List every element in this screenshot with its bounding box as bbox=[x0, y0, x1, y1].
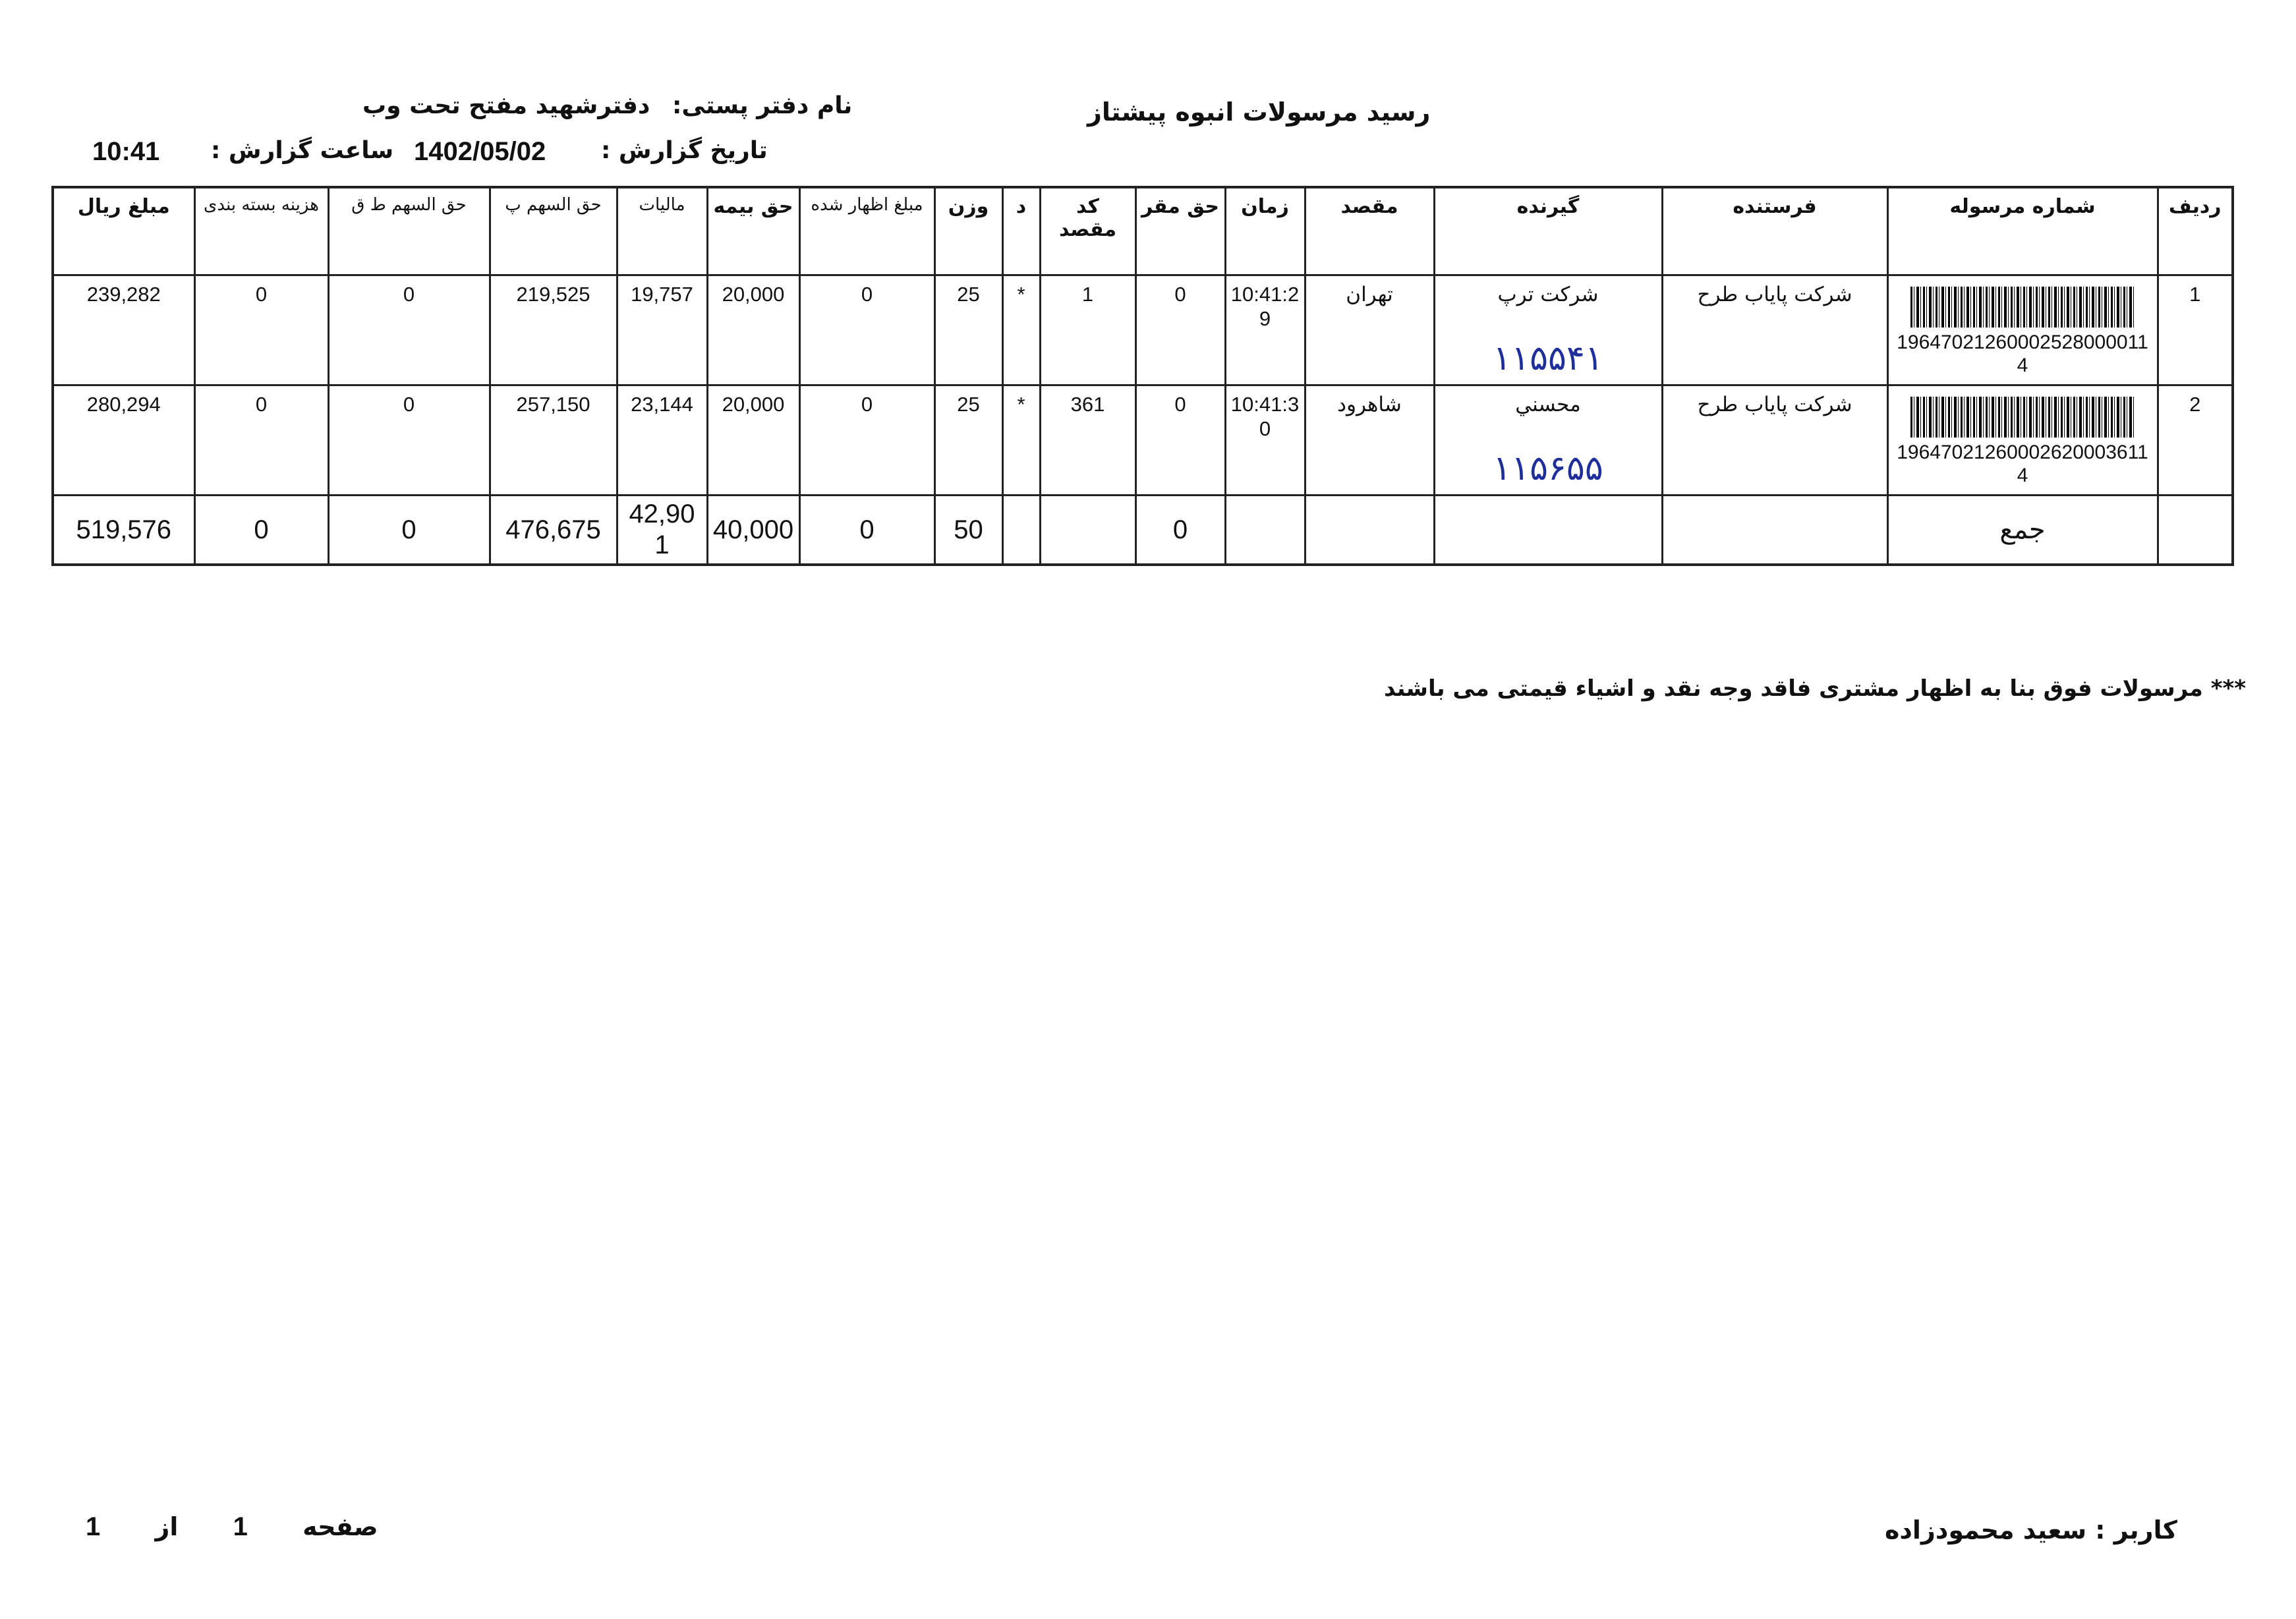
col-packing: هزینه بسته بندی bbox=[194, 187, 328, 275]
cell-share-tq: 0 bbox=[328, 275, 490, 385]
cell-dest-code: 361 bbox=[1040, 385, 1135, 496]
cell-packing: 0 bbox=[194, 385, 328, 496]
col-insurance: حق بیمه bbox=[707, 187, 799, 275]
receiver-name: شرکت ترپ bbox=[1497, 283, 1599, 306]
disclaimer-note: *** مرسولات فوق بنا به اظهار مشتری فاقد وجه نقد و اشیاء قیمتی می باشند bbox=[1384, 675, 2247, 702]
cell-amount: 239,282 bbox=[53, 275, 194, 385]
cell-receiver bbox=[1434, 275, 1662, 385]
handwritten-code: ۱۱۵۶۵۵ bbox=[1493, 448, 1603, 488]
office-name: دفترشهید مفتح تحت وب bbox=[362, 92, 650, 119]
receipt-table-wrapper bbox=[51, 186, 2234, 566]
total-tax: 42,901 bbox=[617, 496, 707, 565]
cell-destination: شاهرود bbox=[1305, 385, 1434, 496]
page-indicator bbox=[86, 1512, 424, 1542]
cell-declared: 0 bbox=[799, 275, 934, 385]
col-weight: وزن bbox=[934, 187, 1002, 275]
total-declared: 0 bbox=[799, 496, 934, 565]
total-label: جمع bbox=[1887, 496, 2158, 565]
cell-d: * bbox=[1002, 385, 1040, 496]
total-d-empty bbox=[1002, 496, 1040, 565]
cell-dest-code: 1 bbox=[1040, 275, 1135, 385]
page-label: صفحه bbox=[302, 1512, 378, 1541]
tracking-number: 196470212600025280000114 bbox=[1897, 331, 2148, 376]
col-sender: فرستنده bbox=[1662, 187, 1887, 275]
cell-row: 2 bbox=[2158, 385, 2233, 496]
cell-receiver bbox=[1434, 385, 1662, 496]
barcode-icon bbox=[1910, 287, 2135, 327]
table-row bbox=[53, 385, 2233, 496]
table-row bbox=[53, 275, 2233, 385]
col-row: ردیف bbox=[2158, 187, 2233, 275]
col-tracking: شماره مرسوله bbox=[1887, 187, 2158, 275]
total-share-p: 476,675 bbox=[490, 496, 617, 565]
receiver-name: محسني bbox=[1515, 393, 1581, 416]
report-date-label: تاریخ گزارش : bbox=[601, 137, 768, 164]
total-share-tq: 0 bbox=[328, 496, 490, 565]
handwritten-code: ۱۱۵۵۴۱ bbox=[1493, 338, 1603, 378]
total-row bbox=[53, 496, 2233, 565]
receipt-table bbox=[51, 186, 2234, 566]
tracking-number: 196470212600026200036114 bbox=[1897, 441, 2148, 486]
col-destination: مقصد bbox=[1305, 187, 1434, 275]
cell-time: 10:41:29 bbox=[1225, 275, 1305, 385]
cell-share-p: 257,150 bbox=[490, 385, 617, 496]
cell-share-p: 219,525 bbox=[490, 275, 617, 385]
total-dest-code-empty bbox=[1040, 496, 1135, 565]
total-station-fee: 0 bbox=[1135, 496, 1225, 565]
cell-sender: شرکت پایاب طرح bbox=[1662, 385, 1887, 496]
cell-row: 1 bbox=[2158, 275, 2233, 385]
cell-tax: 19,757 bbox=[617, 275, 707, 385]
page-total: 1 bbox=[86, 1512, 101, 1541]
report-date-value: 1402/05/02 bbox=[414, 137, 546, 166]
table-header-row bbox=[53, 187, 2233, 275]
col-tax: مالیات bbox=[617, 187, 707, 275]
page-number: 1 bbox=[233, 1512, 248, 1541]
cell-amount: 280,294 bbox=[53, 385, 194, 496]
total-packing: 0 bbox=[194, 496, 328, 565]
report-time-value: 10:41 bbox=[92, 137, 160, 166]
report-time-label: ساعت گزارش : bbox=[211, 137, 394, 164]
total-destination-empty bbox=[1305, 496, 1434, 565]
cell-packing: 0 bbox=[194, 275, 328, 385]
cell-tracking bbox=[1887, 385, 2158, 496]
total-receiver-empty bbox=[1434, 496, 1662, 565]
total-amount: 519,576 bbox=[53, 496, 194, 565]
cell-declared: 0 bbox=[799, 385, 934, 496]
office-label: نام دفتر پستی: bbox=[672, 92, 853, 119]
cell-sender: شرکت پایاب طرح bbox=[1662, 275, 1887, 385]
user-label: کاربر : سعید محمودزاده bbox=[1885, 1516, 2177, 1545]
cell-weight: 25 bbox=[934, 385, 1002, 496]
col-receiver: گیرنده bbox=[1434, 187, 1662, 275]
col-dest-code: کد مقصد bbox=[1040, 187, 1135, 275]
col-time: زمان bbox=[1225, 187, 1305, 275]
cell-weight: 25 bbox=[934, 275, 1002, 385]
col-d: د bbox=[1002, 187, 1040, 275]
cell-tax: 23,144 bbox=[617, 385, 707, 496]
total-insurance: 40,000 bbox=[707, 496, 799, 565]
col-share-tq: حق السهم ط ق bbox=[328, 187, 490, 275]
cell-tracking bbox=[1887, 275, 2158, 385]
report-title: رسید مرسولات انبوه پیشتاز bbox=[1087, 98, 1431, 127]
cell-station-fee: 0 bbox=[1135, 275, 1225, 385]
total-time-empty bbox=[1225, 496, 1305, 565]
barcode-icon bbox=[1910, 397, 2135, 438]
col-station-fee: حق مقر bbox=[1135, 187, 1225, 275]
cell-time: 10:41:30 bbox=[1225, 385, 1305, 496]
cell-insurance: 20,000 bbox=[707, 385, 799, 496]
cell-destination: تهران bbox=[1305, 275, 1434, 385]
cell-insurance: 20,000 bbox=[707, 275, 799, 385]
total-sender-empty bbox=[1662, 496, 1887, 565]
cell-station-fee: 0 bbox=[1135, 385, 1225, 496]
col-amount: مبلغ ریال bbox=[53, 187, 194, 275]
col-declared: مبلغ اظهار شده bbox=[799, 187, 934, 275]
of-label: از bbox=[155, 1512, 179, 1541]
cell-share-tq: 0 bbox=[328, 385, 490, 496]
total-weight: 50 bbox=[934, 496, 1002, 565]
cell-d: * bbox=[1002, 275, 1040, 385]
total-row-empty bbox=[2158, 496, 2233, 565]
col-share-p: حق السهم پ bbox=[490, 187, 617, 275]
